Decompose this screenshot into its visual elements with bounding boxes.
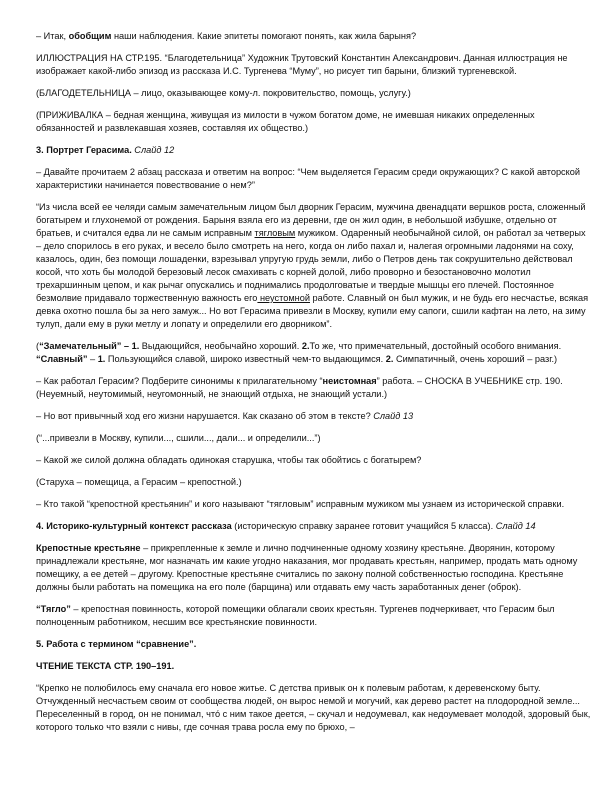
term: “Тягло” bbox=[36, 604, 71, 614]
text: ( bbox=[36, 341, 40, 351]
section-heading-reading bbox=[36, 660, 592, 673]
text: наши наблюдения. Какие эпитеты помогают понять, как жила барыня? bbox=[111, 31, 417, 41]
text: Пользующийся славой, широко известный чем-то выдающимся. bbox=[105, 354, 386, 364]
paragraph-quote-moscow: (“...привезли в Москву, купили..., сшили..., дали... и определили...”) bbox=[36, 433, 321, 443]
paragraph-word-definitions bbox=[36, 340, 592, 366]
paragraph-quote-new-life: “Крепко не полюбилось ему сначала его новое житье. С детства привык он к полевым работам, к деревенскому быту. Отчужденный несчастьем своим от сообщества людей, он вырос немой и могучий, как дерево растет на плодородной земле... Переселенный в город, он не понимал, что́ с ним такое деется, – скучал и недоумевал, как недоумевает молодой, здоровый бык, которого только что взяли с нивы, где сочная трава росла ему по брюхо, – bbox=[36, 683, 591, 732]
paragraph-illustration-note: ИЛЛЮСТРАЦИЯ НА СТР.195. “Благодетельница” Художник Трутовский Константин Александрович. Данная иллюстрация не изображает какой-либо эпизод из рассказа И.С. Тургенева “Муму”, но рисует тип барыни, близкий тургеневской. bbox=[36, 53, 568, 76]
paragraph-life-change-question bbox=[36, 410, 592, 423]
text: То же, что примечательный, достойный особого внимания. bbox=[309, 341, 562, 351]
paragraph-power-question: – Какой же силой должна обладать одинокая старушка, чтобы так обойтись с богатырем? bbox=[36, 455, 422, 465]
term-number: 2. bbox=[385, 354, 394, 364]
text: – Как работал Герасим? Подберите синонимы к прилагательному “ bbox=[36, 376, 323, 386]
paragraph-synonyms-question bbox=[36, 375, 592, 401]
text: – прикрепленные к земле и лично подчиненные одному хозяину крестьяне. Дворянин, которому принадлежали крестьяне, мог назначать им какие угодно наказания, мог продавать крестьян, например, продать мать одному помещику, а ее детей – другому. Крепостные крестьяне считались по закону полной собственностью господина. Крестьяне должны были работать на помещика на его поле (барщина) или отдавать ему часть заработанных денег (оброк). bbox=[36, 543, 578, 592]
paragraph-definition-dependent: (ПРИЖИВАЛКА – бедная женщина, живущая из милости в чужом богатом доме, не имевшая никаких определенных обязанностей и развлекавшая хозяев, составляя их общество.) bbox=[36, 110, 535, 133]
slide-reference: Слайд 14 bbox=[495, 521, 536, 531]
section-heading-portrait bbox=[36, 144, 592, 157]
paragraph-tyaglo-definition bbox=[36, 603, 592, 629]
slide-reference: Слайд 13 bbox=[370, 411, 414, 421]
text: – Но вот привычный ход его жизни нарушается. Как сказано об этом в тексте? bbox=[36, 411, 371, 421]
text: “Из числа всей ее челяди самым замечательным лицом был дворник Герасим, мужчина двенадцати вершков роста, сложенный богатырем и глухонемой от рождения. Барыня взяла его из деревни, где он жил один, в небольшой избушке, отдельно от братьев, и считался едва ли не самым исправным bbox=[36, 202, 586, 238]
heading-text: 3. Портрет Герасима. bbox=[36, 145, 132, 155]
section-heading-comparison bbox=[36, 638, 592, 651]
section-heading-context bbox=[36, 520, 592, 533]
term-number: 1. bbox=[97, 354, 106, 364]
text: Выдающийся, необычайно хороший. bbox=[139, 341, 302, 351]
paragraph-quote-gerasim bbox=[36, 201, 592, 331]
underlined-word: неустомной bbox=[257, 293, 310, 303]
text: – Итак, bbox=[36, 31, 69, 41]
text: работе. Славный он был мужик, и не будь его несчастье, всякая девка охотно пошла бы за него замуж... Но вот Герасима привезли в Москву, купили ему сапоги, сшили кафтан на лето, на зиму тулуп, дали ему в руки метлу и лопату и определили его дворником”. bbox=[36, 293, 589, 329]
term: “Славный” bbox=[36, 354, 88, 364]
heading-text: ЧТЕНИЕ ТЕКСТА СТР. 190–191. bbox=[36, 661, 175, 671]
emphasis-text: обобщим bbox=[68, 31, 112, 41]
emphasis-text: неистомная bbox=[322, 376, 377, 386]
paragraph-answer-serf: (Старуха – помещица, а Герасим – крепостной.) bbox=[36, 477, 242, 487]
paragraph-historical-intro: – Кто такой “крепостной крестьянин” и кого называют “тягловым” исправным мужиком мы узнаем из исторической справки. bbox=[36, 499, 565, 509]
text: Симпатичный, очень хороший – разг.) bbox=[393, 354, 558, 364]
slide-reference: Слайд 12 bbox=[131, 145, 175, 155]
heading-text: 4. Историко-культурный контекст рассказа bbox=[36, 521, 232, 531]
text: – bbox=[87, 354, 98, 364]
term: “Замечательный” – 1. bbox=[39, 341, 140, 351]
paragraph-summary-question bbox=[36, 30, 592, 43]
underlined-word: тягловым bbox=[254, 228, 296, 238]
paragraph-reading-task: – Давайте прочитаем 2 абзац рассказа и ответим на вопрос: “Чем выделяется Герасим среди окружающих? С какой авторской характеристики начинается повествование о нем?” bbox=[36, 167, 581, 190]
text: ” работа. – СНОСКА В УЧЕБНИКЕ стр. 190. (Неуемный, неутомимый, неугомонный, не знающий отдыха, не знающий устали.) bbox=[36, 376, 563, 399]
term-number: 2. bbox=[301, 341, 310, 351]
paragraph-serfs-definition bbox=[36, 542, 592, 594]
heading-text: 5. Работа с термином “сравнение”. bbox=[36, 639, 197, 649]
paragraph-definition-benefactress: (БЛАГОДЕТЕЛЬНИЦА – лицо, оказывающее кому-л. покровительство, помощь, услугу.) bbox=[36, 88, 411, 98]
term: Крепостные крестьяне bbox=[36, 543, 141, 553]
text: (историческую справку заранее готовит учащийся 5 класса). bbox=[231, 521, 496, 531]
text: мужиком. Одаренный необычайной силой, он работал за четверых – дело спорилось в его руках, и весело было смотреть на него, когда он либо пахал и, налегая огромными ладонями на соху, казалось, один, без помощи лошаденки, взрезывал упругую грудь земли, либо о Петров день так сокрушительно действовал косой, что хоть бы молодой березовый лесок смахивать с корней долой, либо проворно и безостановочно молотил трехаршинным цепом, и как рычаг опускались и поднимались продолговатые и твердые мышцы его плечей. Постоянное безмолвие придавало торжественную важность его bbox=[36, 228, 586, 303]
text: – крепостная повинность, которой помещики облагали своих крестьян. Тургенев подчеркивает, что Герасим был полноценным работником, несшим все крестьянские повинности. bbox=[36, 604, 555, 627]
